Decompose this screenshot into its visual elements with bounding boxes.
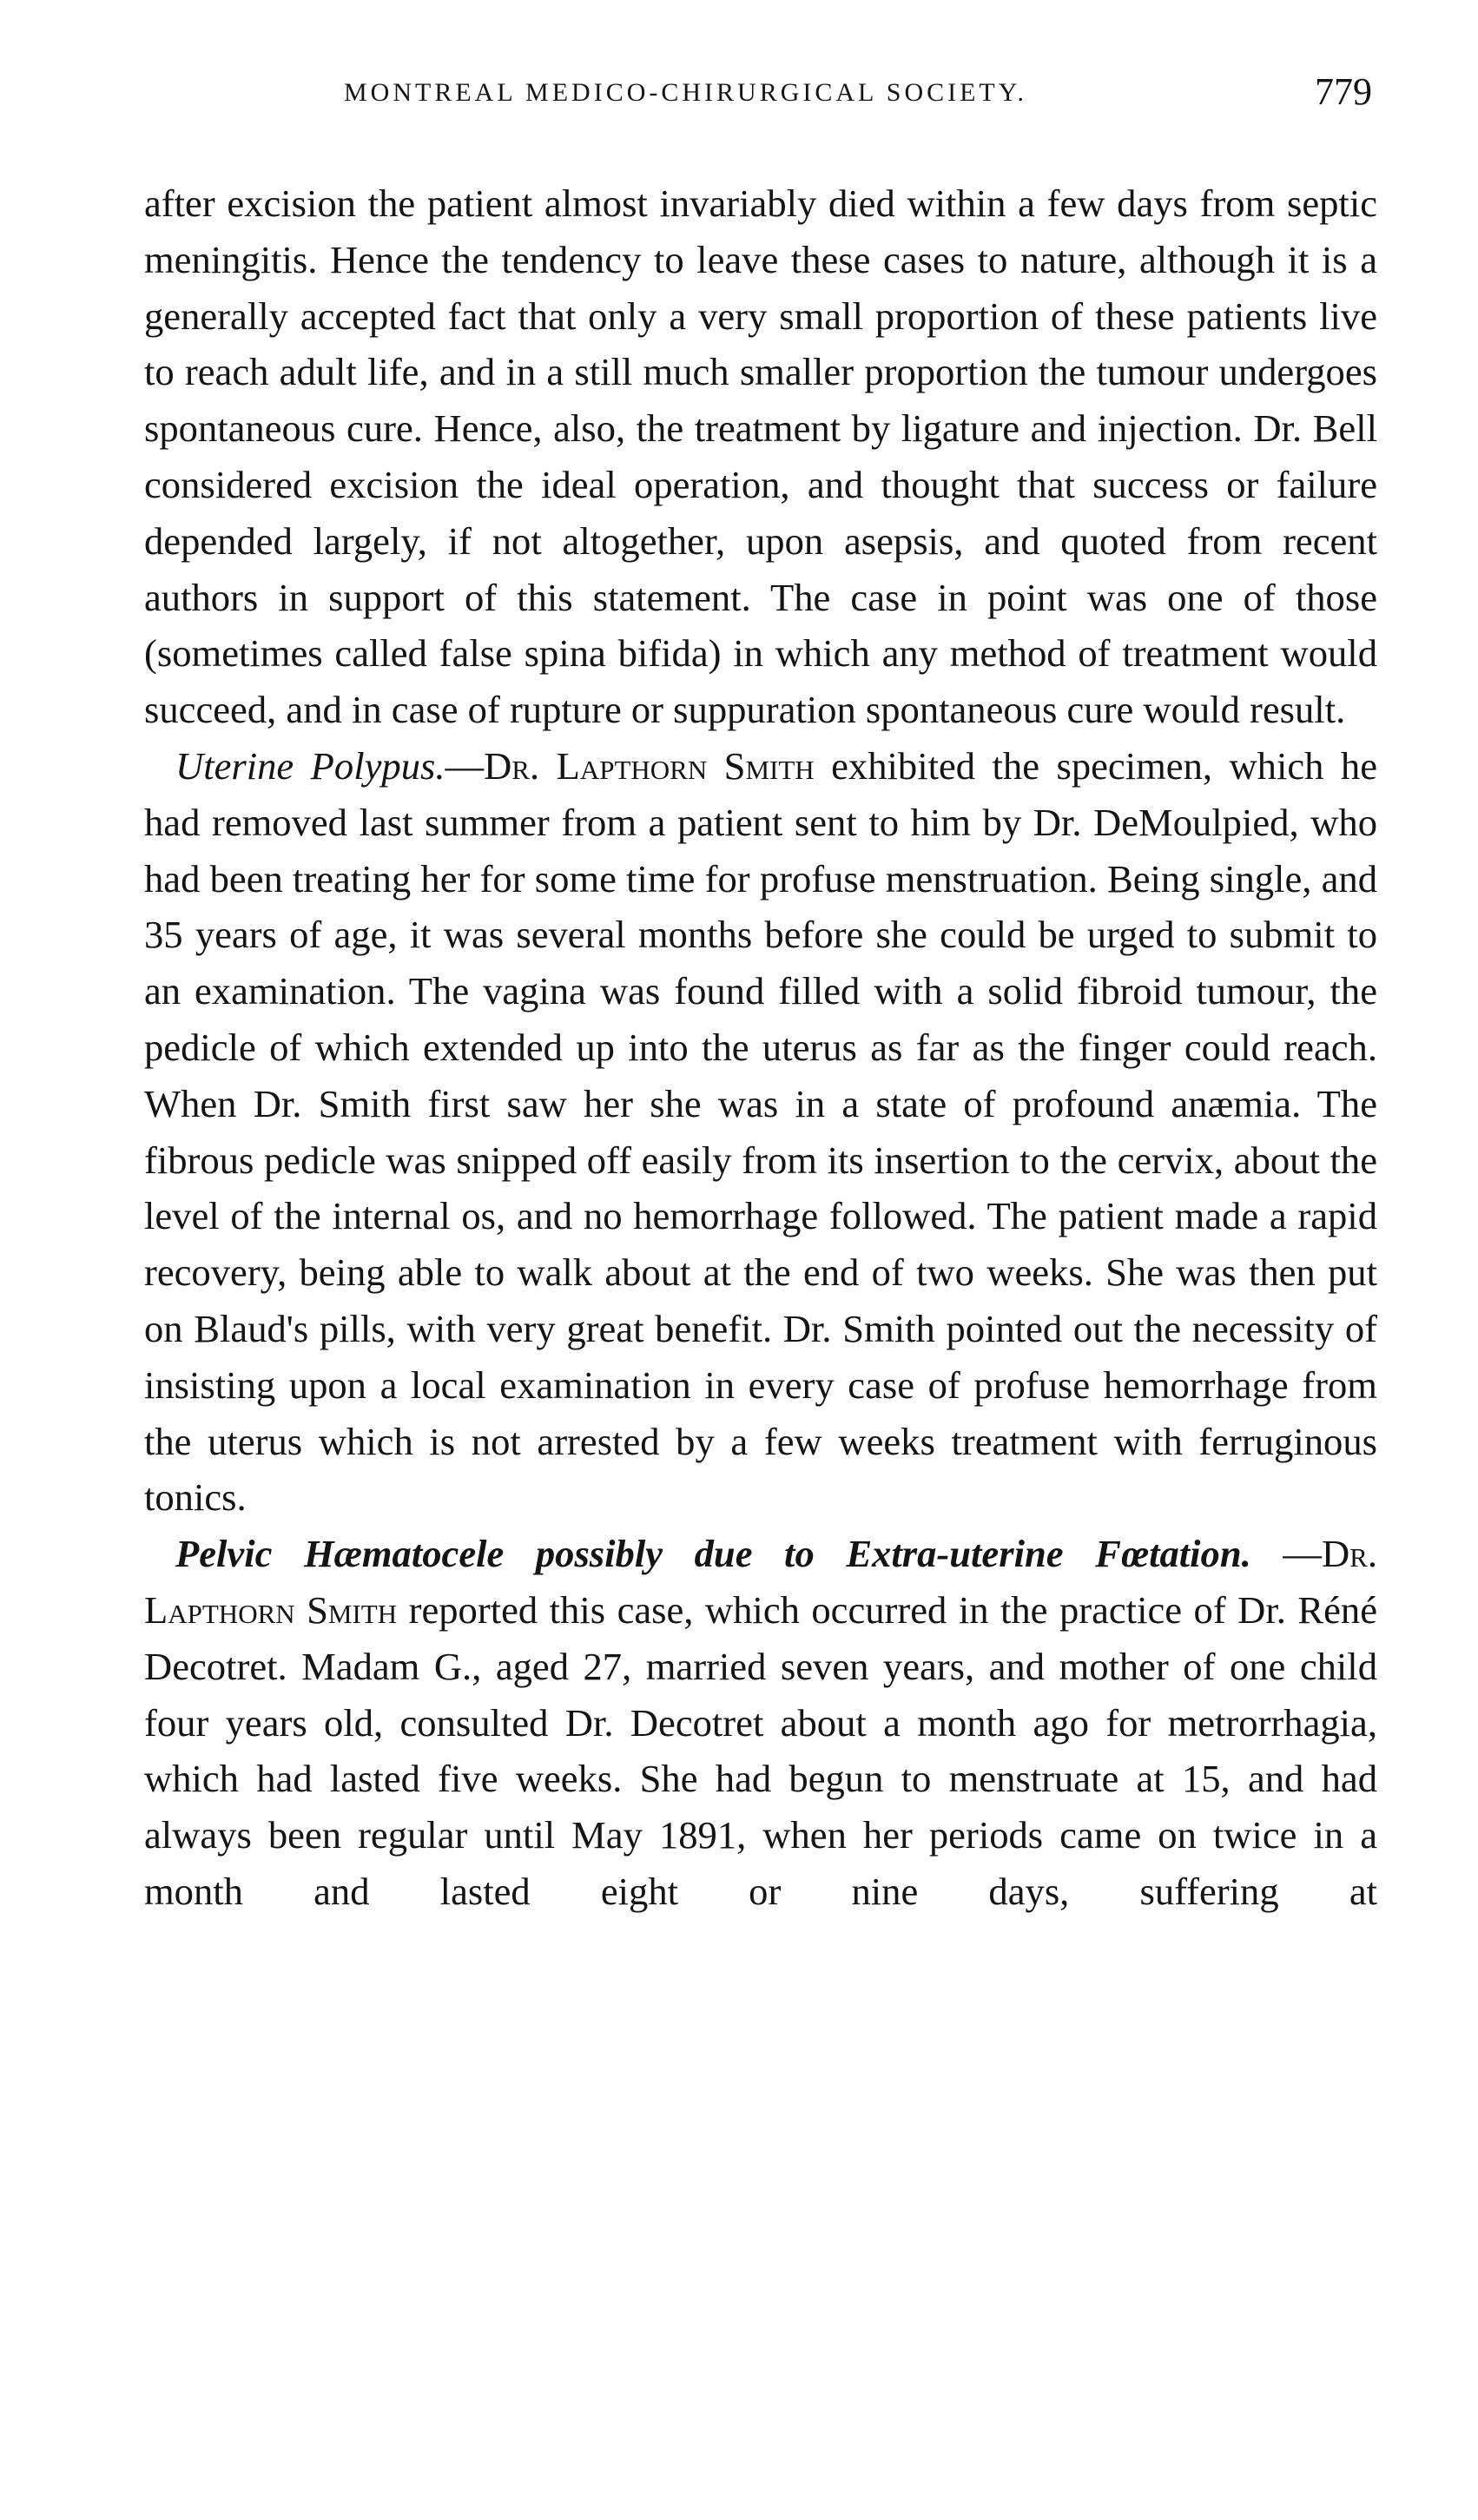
author-name: Dr. Lapthorn Smith — [144, 1532, 1377, 1632]
paragraph-text: reported this case, which occurred in the practice of Dr. Réné Decotret. Madam G., aged 27, married seven years, and mother of one child four years old, consulted Dr. Decotret about a month ago for metrorrhagia, which had lasted five weeks. She had begun to menstruate at 15, and had always been regular until May 1891, when her periods came on twice in a month and lasted eight or nine days, suffering at — [144, 1587, 1377, 1913]
author-name: Dr. Lapthorn Smith — [484, 743, 815, 788]
paragraph-spina-bifida-discussion — [144, 175, 1377, 738]
section-heading-uterine-polypus: Uterine Polypus. — [175, 743, 445, 788]
running-header — [174, 68, 1372, 120]
page-number: 779 — [1315, 70, 1372, 113]
section-heading-pelvic-haematocele: Pelvic Hæmatocele possibly due to Extra-uterine Fœtation. — [175, 1532, 1251, 1576]
em-dash: — — [445, 743, 485, 788]
body-text — [144, 175, 1377, 1920]
paragraph-text: after excision the patient almost invariably died within a few days from septic meningitis. Hence the tendency to leave these cases to nature, although it is a generally accepted fact that only a very small proportion of these patients live to reach adult life, and in a still much smaller proportion the tumour undergoes spontaneous cure. Hence, also, the treatment by ligature and injection. Dr. Bell considered excision the ideal operation, and thought that success or failure depended largely, if not altogether, upon asepsis, and quoted from recent authors in support of this statement. The case in point was one of those (sometimes called false spina bifida) in which any method of treatment would succeed, and in case of rupture or suppuration spontaneous cure would result. — [144, 181, 1377, 732]
paragraph-text: exhibited the specimen, which he had removed last summer from a patient sent to him by Dr. DeMoulpied, who had been treating her for some time for profuse menstruation. Being single, and 35 years of age, it was several months before she could be urged to submit to an examination. The vagina was found filled with a solid fibroid tumour, the pedicle of which extended up into the uterus as far as the finger could reach. When Dr. Smith first saw her she was in a state of profound anæmia. The fibrous pedicle was snipped off easily from its insertion to the cervix, about the level of the internal os, and no hemorrhage followed. The patient made a rapid recovery, being able to walk about at the end of two weeks. She was then put on Blaud's pills, with very great benefit. Dr. Smith pointed out the necessity of insisting upon a local examination in every case of profuse hemorrhage from the uterus which is not arrested by a few weeks treatment with ferruginous tonics. — [144, 743, 1377, 1520]
paragraph-pelvic-haematocele — [144, 1526, 1377, 1920]
em-dash: — — [1283, 1532, 1322, 1576]
paragraph-uterine-polypus — [144, 738, 1377, 1526]
running-title: MONTREAL MEDICO-CHIRURGICAL SOCIETY. — [344, 78, 1028, 107]
